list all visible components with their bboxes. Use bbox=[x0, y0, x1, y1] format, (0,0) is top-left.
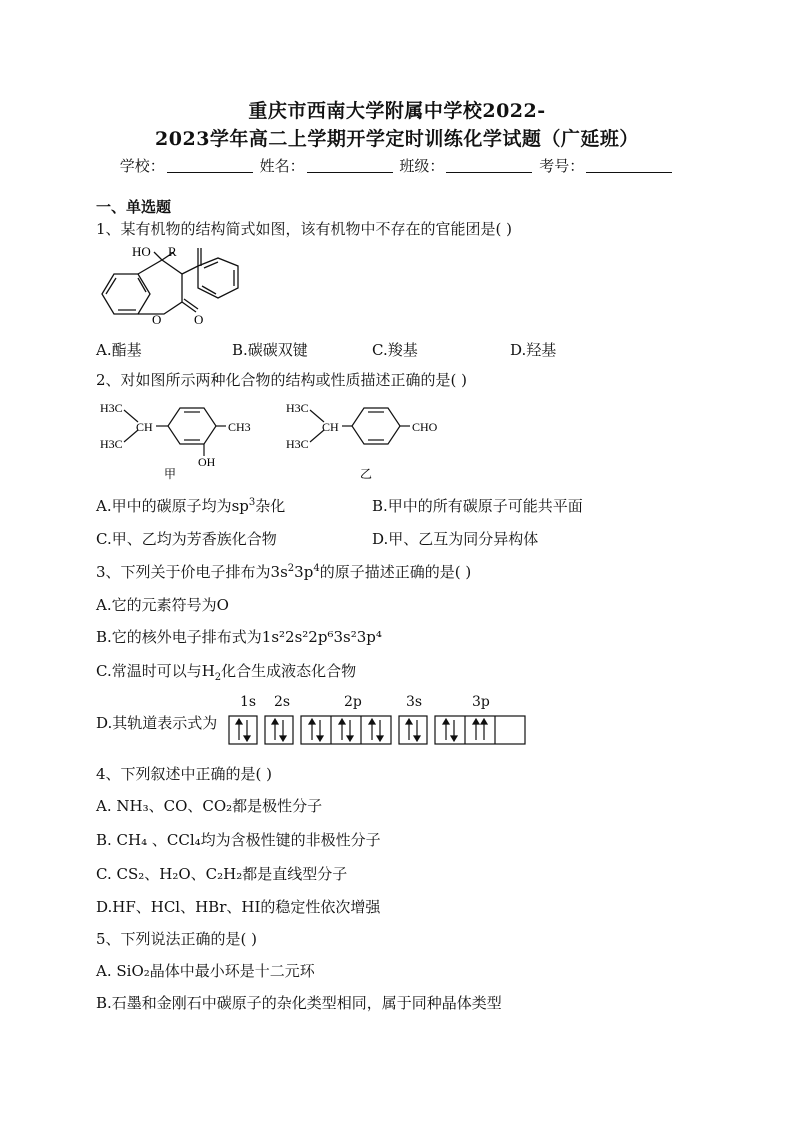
q2-h3c-bottom-a: H3C bbox=[100, 437, 123, 451]
q3-option-c-post: 化合生成液态化合物 bbox=[221, 662, 357, 680]
q2-option-a-sup: 3 bbox=[248, 497, 256, 508]
school-label: 学校： bbox=[119, 157, 165, 175]
name-blank[interactable] bbox=[307, 158, 393, 173]
q2-option-c[interactable]: C.甲、乙均为芳香族化合物 bbox=[96, 530, 277, 548]
orbital-label-3s: 3s bbox=[406, 694, 423, 710]
q4-option-c[interactable]: C. CS₂、H₂O、C₂H₂都是直线型分子 bbox=[96, 865, 348, 883]
q5-option-b[interactable]: B.石墨和金刚石中碳原子的杂化类型相同，属于同种晶体类型 bbox=[96, 994, 502, 1012]
q2-option-a[interactable] bbox=[96, 495, 285, 516]
q3-stem-pre: 3、下列关于价电子排布为3s bbox=[96, 563, 288, 581]
q3-stem-mid: 3p bbox=[294, 563, 314, 581]
q1-r-label: R bbox=[168, 244, 177, 259]
q2-stem: 2、对如图所示两种化合物的结构或性质描述正确的是( ) bbox=[96, 371, 468, 389]
q1-ho-label: HO bbox=[132, 244, 151, 259]
q2-yi-label: 乙 bbox=[360, 467, 373, 481]
q5-stem: 5、下列说法正确的是( ) bbox=[96, 930, 258, 948]
q1-option-a[interactable]: A.酯基 bbox=[96, 341, 142, 359]
q1-o-ring-label: O bbox=[152, 312, 162, 327]
q4-stem: 4、下列叙述中正确的是( ) bbox=[96, 765, 273, 783]
q3-stem-sup1: 2 bbox=[287, 563, 295, 574]
q1-option-c[interactable]: C.羧基 bbox=[372, 341, 418, 359]
q2-h3c-top-a: H3C bbox=[100, 401, 123, 415]
name-label: 姓名： bbox=[259, 157, 305, 175]
q2-option-d[interactable]: D.甲、乙互为同分异构体 bbox=[372, 530, 539, 548]
number-blank[interactable] bbox=[586, 158, 672, 173]
q2-option-b[interactable]: B.甲中的所有碳原子可能共平面 bbox=[372, 497, 583, 515]
q4-option-b[interactable]: B. CH₄ 、CCl₄均为含极性键的非极性分子 bbox=[96, 831, 381, 849]
orbital-label-3p: 3p bbox=[472, 694, 490, 710]
school-blank[interactable] bbox=[167, 158, 253, 173]
q4-option-a[interactable]: A. NH₃、CO、CO₂都是极性分子 bbox=[96, 797, 323, 815]
q2-option-a-pre: A.甲中的碳原子均为sp bbox=[96, 497, 249, 515]
q2-jia-label: 甲 bbox=[164, 467, 177, 481]
title-line-1: 重庆市西南大学附属中学校2022- bbox=[248, 100, 546, 122]
q3-stem-post: 的原子描述正确的是( ) bbox=[319, 563, 472, 581]
q3-stem-sup2: 4 bbox=[313, 563, 320, 574]
q2-cho: CHO bbox=[412, 420, 438, 434]
q3-option-b-pre: B.它的核外电子排布式为 bbox=[96, 628, 262, 646]
q3-option-b[interactable] bbox=[96, 626, 382, 647]
q1-stem: 1、某有机物的结构简式如图，该有机物中不存在的官能团是( ) bbox=[96, 220, 513, 238]
q1-structure bbox=[94, 244, 274, 334]
q1-option-b[interactable]: B.碳碳双键 bbox=[232, 341, 308, 359]
q2-oh: OH bbox=[198, 455, 216, 469]
q4-option-d[interactable]: D.HF、HCl、HBr、HI的稳定性依次增强 bbox=[96, 898, 381, 916]
q2-ch-b: CH bbox=[322, 420, 339, 434]
orbital-label-1s: 1s bbox=[240, 694, 257, 710]
q1-o-carbonyl-label: O bbox=[194, 312, 204, 327]
orbital-label-2p: 2p bbox=[344, 694, 362, 710]
class-label: 班级： bbox=[399, 157, 445, 175]
q3-option-c-sub: 2 bbox=[214, 672, 222, 683]
q3-option-c-pre: C.常温时可以与H bbox=[96, 662, 215, 680]
q2-structures bbox=[94, 396, 444, 482]
q2-h3c-bottom-b: H3C bbox=[286, 437, 309, 451]
q3-option-a[interactable]: A.它的元素符号为O bbox=[96, 596, 229, 614]
section-title: 一、单选题 bbox=[96, 198, 172, 216]
q1-option-d[interactable]: D.羟基 bbox=[510, 341, 557, 359]
q2-ch-a: CH bbox=[136, 420, 153, 434]
q2-ch3: CH3 bbox=[228, 420, 251, 434]
title-line-2: 2023学年高二上学期开学定时训练化学试题（广延班） bbox=[155, 128, 639, 150]
q5-option-a[interactable]: A. SiO₂晶体中最小环是十二元环 bbox=[96, 962, 315, 980]
q3-option-c[interactable] bbox=[96, 660, 356, 683]
orbital-label-2s: 2s bbox=[274, 694, 291, 710]
q3-option-b-config: 1s²2s²2p⁶3s²3p⁴ bbox=[261, 628, 382, 646]
q3-stem bbox=[96, 561, 471, 582]
number-label: 考号： bbox=[539, 157, 585, 175]
q3-option-d[interactable]: D.其轨道表示式为 bbox=[96, 714, 218, 732]
class-blank[interactable] bbox=[446, 158, 532, 173]
student-info-row bbox=[0, 155, 794, 176]
q2-h3c-top-b: H3C bbox=[286, 401, 309, 415]
q2-option-a-post: 杂化 bbox=[255, 497, 286, 515]
orbital-diagram bbox=[228, 714, 528, 748]
